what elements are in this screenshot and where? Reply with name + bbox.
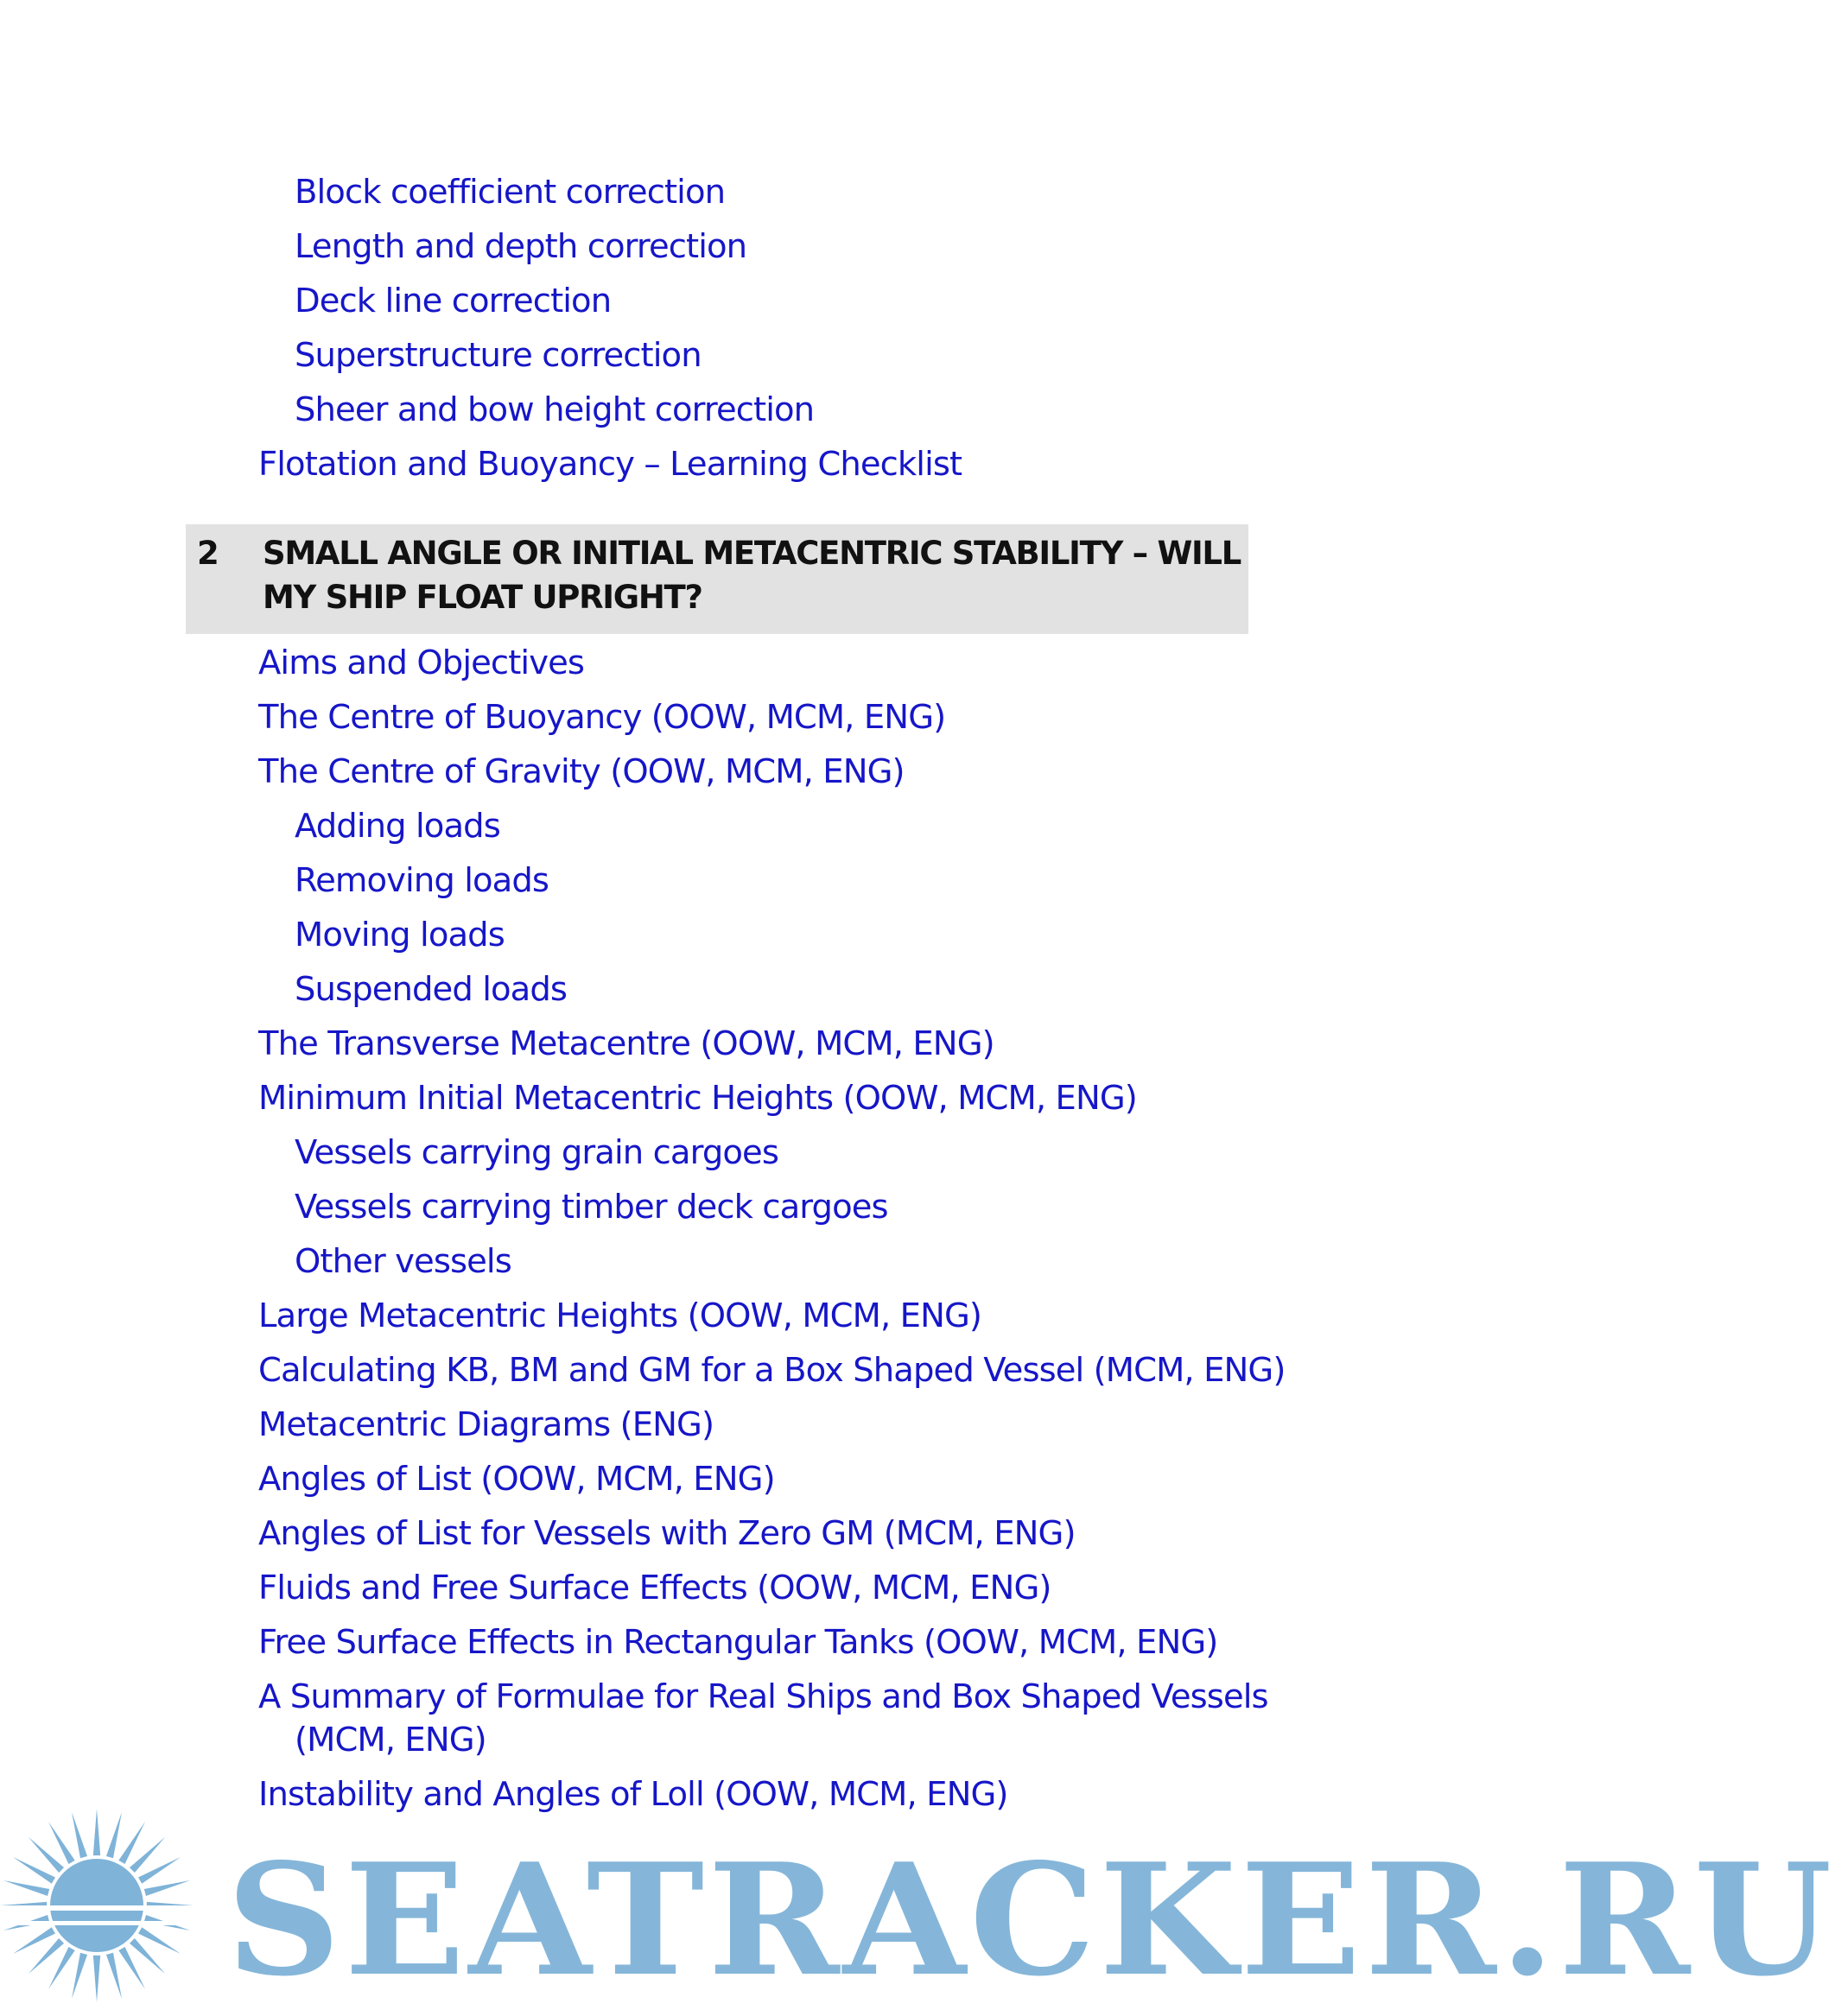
toc-entry-grain-cargoes[interactable]: Vessels carrying grain cargoes: [295, 1133, 778, 1172]
toc-entry-transverse-metacentre[interactable]: The Transverse Metacentre (OOW, MCM, ENG): [258, 1024, 994, 1063]
sun-ray: [106, 1953, 122, 1999]
toc-entry-sheer-bow-height-correction[interactable]: Sheer and bow height correction: [295, 390, 815, 429]
sun-horizon-line-2: [0, 1921, 207, 1925]
toc-entry-centre-of-gravity[interactable]: The Centre of Gravity (OOW, MCM, ENG): [258, 752, 905, 791]
sun-ray: [93, 1956, 100, 2002]
toc-entry-moving-loads[interactable]: Moving loads: [295, 916, 505, 954]
watermark-text: SEATRACKER.RU: [226, 1829, 1835, 2010]
toc-entry-angles-of-list-zero-gm[interactable]: Angles of List for Vessels with Zero GM (MCM, ENG): [258, 1514, 1076, 1553]
toc-entry-deck-line-correction[interactable]: Deck line correction: [295, 282, 612, 320]
toc-entry-angles-of-list[interactable]: Angles of List (OOW, MCM, ENG): [258, 1460, 775, 1499]
sun-ray: [93, 1809, 100, 1855]
toc-entry-aims-objectives[interactable]: Aims and Objectives: [258, 643, 585, 682]
toc-entry-removing-loads[interactable]: Removing loads: [295, 861, 549, 900]
chapter-title-line-2: MY SHIP FLOAT UPRIGHT?: [263, 579, 702, 616]
sun-ray: [3, 1880, 49, 1896]
sun-ray: [72, 1953, 87, 1999]
toc-entry-adding-loads[interactable]: Adding loads: [295, 807, 500, 846]
chapter-title-line-1: SMALL ANGLE OR INITIAL METACENTRIC STABILITY – WILL: [263, 535, 1241, 572]
toc-entry-free-surface-rectangular-tanks[interactable]: Free Surface Effects in Rectangular Tanks (OOW, MCM, ENG): [258, 1623, 1218, 1662]
toc-entry-fluids-free-surface[interactable]: Fluids and Free Surface Effects (OOW, MCM, ENG): [258, 1569, 1051, 1607]
sun-ray: [144, 1880, 190, 1896]
toc-entry-flotation-learning-checklist[interactable]: Flotation and Buoyancy – Learning Checklist: [258, 445, 962, 484]
toc-entry-other-vessels[interactable]: Other vessels: [295, 1242, 511, 1281]
toc-entry-metacentric-diagrams[interactable]: Metacentric Diagrams (ENG): [258, 1405, 714, 1444]
toc-entry-centre-of-buoyancy[interactable]: The Centre of Buoyancy (OOW, MCM, ENG): [258, 698, 946, 737]
toc-entry-superstructure-correction[interactable]: Superstructure correction: [295, 336, 702, 375]
toc-entry-calculating-kb-bm-gm[interactable]: Calculating KB, BM and GM for a Box Shaped Vessel (MCM, ENG): [258, 1351, 1286, 1390]
toc-entry-block-coefficient-correction[interactable]: Block coefficient correction: [295, 173, 726, 212]
sun-horizon-line: [0, 1905, 207, 1911]
toc-entry-suspended-loads[interactable]: Suspended loads: [295, 970, 568, 1009]
sun-ray: [72, 1812, 87, 1858]
toc-entry-instability-angles-of-loll[interactable]: Instability and Angles of Loll (OOW, MCM, ENG): [258, 1775, 1008, 1814]
sun-ray: [106, 1812, 122, 1858]
toc-entry-length-depth-correction[interactable]: Length and depth correction: [295, 227, 747, 266]
toc-entry-large-metacentric-heights[interactable]: Large Metacentric Heights (OOW, MCM, ENG): [258, 1296, 982, 1335]
chapter-number: 2: [197, 535, 219, 572]
toc-entry-summary-of-formulae[interactable]: A Summary of Formulae for Real Ships and Box Shaped Vessels: [258, 1677, 1268, 1716]
toc-entry-summary-of-formulae-continued[interactable]: (MCM, ENG): [295, 1721, 486, 1759]
toc-entry-minimum-initial-metacentric-heights[interactable]: Minimum Initial Metacentric Heights (OOW, MCM, ENG): [258, 1079, 1137, 1118]
toc-entry-timber-deck-cargoes[interactable]: Vessels carrying timber deck cargoes: [295, 1188, 888, 1227]
